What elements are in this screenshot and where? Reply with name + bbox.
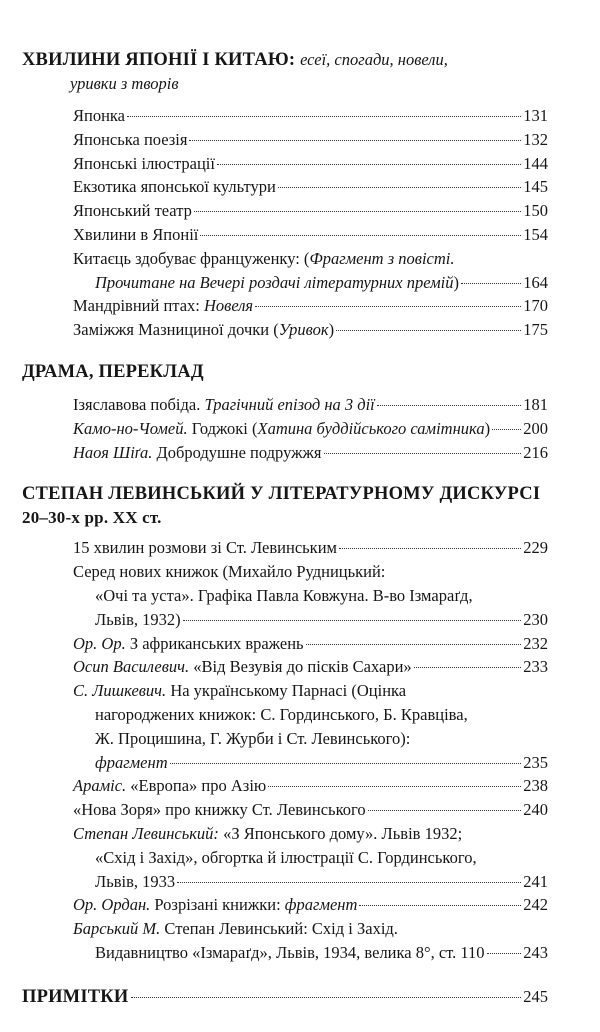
section-title (22, 48, 548, 96)
leader-dots (177, 882, 521, 883)
toc-entry (73, 271, 548, 295)
page-number: 230 (523, 609, 548, 629)
toc-entry (73, 608, 548, 632)
section-title (22, 482, 548, 530)
leader-dots (217, 164, 521, 165)
entry-title: Японська поезія (73, 129, 188, 149)
entry-author: Наоя Шіґа. (73, 442, 153, 462)
entry-title: «Нова Зоря» про книжку Ст. Левинського (73, 800, 366, 820)
leader-dots (131, 997, 522, 998)
leader-dots (170, 763, 522, 764)
section-japan-china (22, 48, 548, 342)
entry-title: Розрізані книжки: (150, 895, 285, 915)
toc-entry (73, 655, 548, 679)
toc-entry-line (73, 679, 548, 703)
page-number: 242 (523, 895, 548, 915)
entry-title-italic: Фрагмент з повісті. (309, 248, 455, 268)
entry-title: Екзотика японської культури (73, 177, 276, 197)
page-number: 181 (523, 394, 548, 414)
entry-title: На українському Парнасі (Оцінка (166, 681, 407, 701)
toc-entry (73, 294, 548, 318)
entry-title: Китаєць здобуває француженку: ( (73, 248, 310, 268)
entry-title-italic: Прочитане на Вечері роздачі літературних премій (95, 272, 454, 292)
section-heading: ХВИЛИНИ ЯПОНІЇ І КИТАЮ: (22, 50, 296, 70)
toc-entry (73, 893, 548, 917)
page-number: 229 (523, 538, 548, 558)
toc-entry (73, 870, 548, 894)
entry-title-italic: Уривок (278, 320, 329, 340)
section-subtitle: есеї, спогади, новели, (300, 50, 448, 69)
toc-entry (73, 128, 548, 152)
entry-title: Львів, 1933 (95, 871, 176, 891)
entry-title: Степан Левинський: Схід і Захід. (160, 919, 398, 939)
toc-entry-line: «Очі та уста». Графіка Павла Ковжуна. В-во Ізмараґд, (95, 585, 473, 605)
toc-entry (73, 393, 548, 417)
entry-punct: ) (453, 272, 460, 292)
page-number: 200 (523, 418, 548, 438)
entry-title: «Европа» про Азію (126, 776, 267, 796)
entry-title: «Від Везувія до пісків Сахари» (189, 657, 412, 677)
entry-author: Барський М. (73, 919, 161, 939)
leader-dots (368, 810, 522, 811)
section-heading: СТЕПАН ЛЕВИНСЬКИЙ У ЛІТЕРАТУРНОМУ ДИСКУРСІ (22, 484, 541, 505)
entry-title: «З Японського дому». Львів 1932; (218, 823, 463, 843)
page-number: 241 (523, 871, 548, 891)
table-of-contents (22, 48, 548, 1009)
leader-dots (278, 187, 521, 188)
toc-entry (73, 175, 548, 199)
leader-dots (324, 453, 522, 454)
leader-dots (339, 548, 521, 549)
entry-title-italic: Трагічний епізод на 3 дії (204, 394, 375, 414)
page-number: 175 (523, 320, 548, 340)
entry-author: Ор. Ордан. (73, 895, 151, 915)
leader-dots (200, 235, 521, 236)
entry-author: Степан Левинський: (73, 823, 219, 843)
toc-entry (73, 941, 548, 965)
toc-entry-line: Ж. Процишина, Г. Журби і Ст. Левинського): (95, 728, 411, 748)
page-number: 233 (523, 657, 548, 677)
leader-dots (127, 116, 521, 117)
section-heading-tail: 20–30-х рр. XX ст. (22, 508, 162, 528)
leader-dots (487, 953, 522, 954)
page-number: 232 (523, 633, 548, 653)
leader-dots (183, 620, 522, 621)
entry-title: Японський театр (73, 201, 192, 221)
page-number: 238 (523, 776, 548, 796)
entry-title: Хвилини в Японії (73, 224, 199, 244)
leader-dots (189, 140, 521, 141)
toc-entry (73, 441, 548, 465)
toc-entry (73, 536, 548, 560)
page-number: 144 (523, 153, 548, 173)
section-levynsky-discourse (22, 482, 548, 964)
leader-dots (359, 905, 521, 906)
entry-title: Ізяславова побіда. (73, 394, 205, 414)
entry-author: Араміс. (73, 776, 127, 796)
page-number: 154 (523, 224, 548, 244)
page-number: 145 (523, 177, 548, 197)
toc-entry (73, 798, 548, 822)
entry-title-italic: фрагмент (95, 752, 168, 772)
toc-entry-line: нагороджених книжок: С. Гординського, Б. Кравціва, (95, 704, 468, 724)
toc-entry (73, 152, 548, 176)
toc-entry (73, 417, 548, 441)
toc-entry-line (73, 247, 548, 271)
page-number: 131 (523, 106, 548, 125)
entry-author: Ор. Ор. (73, 633, 126, 653)
entry-punct: ) (484, 418, 491, 438)
leader-dots (255, 306, 521, 307)
page-number: 235 (523, 752, 548, 772)
toc-entry (73, 104, 548, 128)
entry-title: 15 хвилин розмови зі Ст. Левинським (73, 538, 337, 558)
entry-title: Заміжжя Мазнициної дочки ( (73, 320, 279, 340)
toc-entry (73, 774, 548, 798)
entry-title-italic: фрагмент (284, 895, 358, 915)
page-number: 216 (523, 442, 548, 462)
entry-title: Японка (73, 106, 126, 125)
leader-dots (336, 330, 521, 331)
section-notes (22, 985, 548, 1009)
entry-author: Камо-но-Чомей. (73, 418, 188, 438)
section-heading: ПРИМІТКИ (22, 986, 129, 1007)
leader-dots (377, 405, 521, 406)
toc-entry (73, 632, 548, 656)
entry-author: Осип Василевич. (73, 657, 190, 677)
entry-title: З африканських вражень (125, 633, 304, 653)
toc-entry (73, 199, 548, 223)
toc-entry-line: Серед нових книжок (Михайло Рудницький: (73, 562, 386, 582)
entry-title: Добродушне подружжя (152, 442, 322, 462)
page-number: 243 (523, 942, 548, 962)
toc-entry-line (73, 822, 548, 846)
entry-title: Годжокі ( (187, 418, 258, 438)
entry-punct: ) (328, 320, 335, 340)
section-drama (22, 360, 548, 464)
leader-dots (268, 786, 521, 787)
entry-title-italic: Хатина буддійського самітника (257, 418, 485, 438)
entry-title: Львів, 1932) (95, 609, 181, 629)
page-number: 170 (523, 296, 548, 316)
page-number: 150 (523, 201, 548, 221)
entry-title-italic: Новеля (204, 296, 254, 316)
leader-dots (461, 283, 521, 284)
leader-dots (492, 429, 521, 430)
page-number: 132 (523, 129, 548, 149)
leader-dots (414, 667, 522, 668)
toc-entry (73, 223, 548, 247)
toc-entry-line: «Схід і Захід», обгортка й ілюстрації С. Гординського, (95, 847, 477, 867)
page-number: 240 (523, 800, 548, 820)
leader-dots (306, 644, 522, 645)
leader-dots (194, 211, 521, 212)
entry-title: Мандрівний птах: (73, 296, 204, 316)
entry-author: С. Лишкевич. (73, 681, 167, 701)
page-number: 164 (523, 272, 548, 292)
page-number: 245 (523, 986, 548, 1006)
section-heading: ДРАМА, ПЕРЕКЛАД (22, 361, 204, 382)
toc-entry (73, 318, 548, 342)
section-subtitle-line2: уривки з творів (70, 74, 179, 93)
entry-title: Японські ілюстрації (73, 153, 215, 173)
entry-title: Видавництво «Ізмараґд», Львів, 1934, велика 8°, ст. 110 (95, 942, 485, 962)
toc-entry (73, 751, 548, 775)
toc-entry-line (73, 917, 548, 941)
